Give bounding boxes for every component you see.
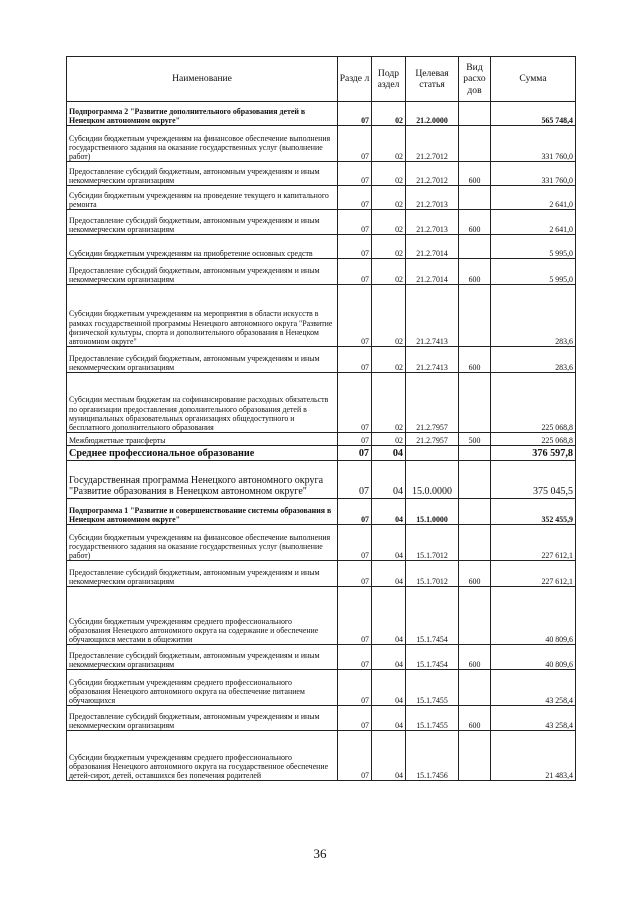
table-row	[67, 525, 576, 561]
row-celevaya-statya: 21.2.7413	[406, 347, 459, 373]
row-summa: 2 641,0	[491, 186, 576, 210]
row-summa: 225 068,8	[491, 433, 576, 446]
row-razdel: 07	[338, 446, 372, 461]
row-podrazdel: 04	[372, 670, 406, 706]
row-podrazdel: 04	[372, 706, 406, 731]
row-celevaya-statya: 21.2.7012	[406, 162, 459, 186]
table-row	[67, 210, 576, 235]
row-name: Субсидии бюджетным учреждениям среднего профессионального образования Ненецкого автономного округа на государственное обеспечение детей-сирот, детей, оставшихся без попечения родителей	[67, 731, 338, 781]
table-row	[67, 731, 576, 781]
row-razdel: 07	[338, 259, 372, 285]
table-row	[67, 186, 576, 210]
row-summa: 5 995,0	[491, 235, 576, 259]
row-summa: 376 597,8	[491, 446, 576, 461]
table-row	[67, 433, 576, 446]
row-podrazdel: 02	[372, 347, 406, 373]
row-vid-rashodov	[459, 670, 491, 706]
row-podrazdel: 02	[372, 259, 406, 285]
row-name: Предоставление субсидий бюджетным, автономным учреждениям и иным некоммерческим организациям	[67, 259, 338, 285]
table-row	[67, 587, 576, 645]
row-summa: 227 612,1	[491, 525, 576, 561]
row-razdel: 07	[338, 706, 372, 731]
row-celevaya-statya: 15.1.7455	[406, 670, 459, 706]
row-podrazdel: 02	[372, 210, 406, 235]
row-summa: 283,6	[491, 347, 576, 373]
row-name: Субсидии бюджетным учреждениям на мероприятия в области искусств в рамках государственной программы Ненецкого автономного округа "Развитие физической культуры, спорта и дополнительного образования в Ненецком автономном округе"	[67, 285, 338, 347]
row-summa: 5 995,0	[491, 259, 576, 285]
row-celevaya-statya: 15.1.7012	[406, 525, 459, 561]
row-celevaya-statya: 21.2.0000	[406, 102, 459, 126]
row-celevaya-statya: 21.2.7014	[406, 235, 459, 259]
page-number: 36	[313, 846, 327, 861]
table-row	[67, 561, 576, 587]
row-vid-rashodov	[459, 525, 491, 561]
row-name: Государственная программа Ненецкого автономного округа "Развитие образования в Ненецком автономном округе"	[67, 461, 338, 499]
row-razdel: 07	[338, 126, 372, 162]
row-name: Предоставление субсидий бюджетным, автономным учреждениям и иным некоммерческим организациям	[67, 210, 338, 235]
table-header-row	[67, 57, 576, 102]
row-razdel: 07	[338, 499, 372, 525]
table-row	[67, 102, 576, 126]
table-row	[67, 706, 576, 731]
row-vid-rashodov	[459, 186, 491, 210]
row-summa: 565 748,4	[491, 102, 576, 126]
row-razdel: 07	[338, 285, 372, 347]
row-podrazdel: 02	[372, 126, 406, 162]
row-vid-rashodov: 600	[459, 162, 491, 186]
row-vid-rashodov	[459, 461, 491, 499]
table-row	[67, 670, 576, 706]
table-row	[67, 347, 576, 373]
row-name: Предоставление субсидий бюджетным, автономным учреждениям и иным некоммерческим организациям	[67, 162, 338, 186]
header-celevaya-statya: Целевая статья	[406, 57, 459, 102]
row-vid-rashodov: 600	[459, 645, 491, 670]
row-razdel: 07	[338, 670, 372, 706]
table-row	[67, 285, 576, 347]
row-name: Субсидии бюджетным учреждениям на финансовое обеспечение выполнения государственного задания на оказание государственных услуг (выполнение работ)	[67, 525, 338, 561]
row-podrazdel: 04	[372, 525, 406, 561]
row-razdel: 07	[338, 186, 372, 210]
row-summa: 227 612,1	[491, 561, 576, 587]
row-podrazdel: 02	[372, 285, 406, 347]
row-vid-rashodov: 600	[459, 347, 491, 373]
row-name: Подпрограмма 2 "Развитие дополнительного образования детей в Ненецком автономном округе"	[67, 102, 338, 126]
table-row	[67, 499, 576, 525]
row-name: Субсидии бюджетным учреждениям на проведение текущего и капитального ремонта	[67, 186, 338, 210]
row-name: Подпрограмма 1 "Развитие и совершенствование системы образования в Ненецком автономном округе"	[67, 499, 338, 525]
row-vid-rashodov	[459, 587, 491, 645]
table-body	[67, 102, 576, 781]
row-vid-rashodov: 600	[459, 706, 491, 731]
row-summa: 331 760,0	[491, 126, 576, 162]
row-summa: 225 068,8	[491, 373, 576, 433]
row-summa: 2 641,0	[491, 210, 576, 235]
table-row	[67, 446, 576, 461]
row-razdel: 07	[338, 102, 372, 126]
row-celevaya-statya	[406, 446, 459, 461]
table-row	[67, 235, 576, 259]
row-razdel: 07	[338, 587, 372, 645]
row-celevaya-statya: 15.1.7456	[406, 731, 459, 781]
row-razdel: 07	[338, 433, 372, 446]
row-razdel: 07	[338, 210, 372, 235]
row-celevaya-statya: 15.0.0000	[406, 461, 459, 499]
budget-table	[66, 56, 576, 781]
row-vid-rashodov	[459, 126, 491, 162]
row-podrazdel: 04	[372, 587, 406, 645]
row-celevaya-statya: 21.2.7957	[406, 433, 459, 446]
row-celevaya-statya: 21.2.7413	[406, 285, 459, 347]
row-vid-rashodov	[459, 102, 491, 126]
row-razdel: 07	[338, 461, 372, 499]
table-row	[67, 162, 576, 186]
row-podrazdel: 02	[372, 102, 406, 126]
row-celevaya-statya: 15.1.7454	[406, 587, 459, 645]
header-naimenovanie: Наименование	[67, 57, 338, 102]
row-podrazdel: 02	[372, 235, 406, 259]
row-summa: 375 045,5	[491, 461, 576, 499]
row-vid-rashodov	[459, 731, 491, 781]
row-celevaya-statya: 15.1.7012	[406, 561, 459, 587]
row-podrazdel: 04	[372, 645, 406, 670]
row-name: Предоставление субсидий бюджетным, автономным учреждениям и иным некоммерческим организациям	[67, 347, 338, 373]
table-row	[67, 373, 576, 433]
row-podrazdel: 02	[372, 373, 406, 433]
row-razdel: 07	[338, 373, 372, 433]
header-summa: Сумма	[491, 57, 576, 102]
row-vid-rashodov	[459, 235, 491, 259]
row-summa: 40 809,6	[491, 587, 576, 645]
row-razdel: 07	[338, 235, 372, 259]
row-celevaya-statya: 15.1.7455	[406, 706, 459, 731]
row-podrazdel: 02	[372, 162, 406, 186]
row-razdel: 07	[338, 645, 372, 670]
row-summa: 43 258,4	[491, 706, 576, 731]
row-summa: 43 258,4	[491, 670, 576, 706]
row-celevaya-statya: 21.2.7013	[406, 186, 459, 210]
row-razdel: 07	[338, 731, 372, 781]
row-podrazdel: 04	[372, 499, 406, 525]
row-name: Среднее профессиональное образование	[67, 446, 338, 461]
row-name: Субсидии бюджетным учреждениям среднего профессионального образования Ненецкого автономного округа на обеспечение питанием обучающихся	[67, 670, 338, 706]
row-vid-rashodov	[459, 373, 491, 433]
row-celevaya-statya: 15.1.7454	[406, 645, 459, 670]
row-name: Субсидии бюджетным учреждениям на приобретение основных средств	[67, 235, 338, 259]
row-vid-rashodov	[459, 446, 491, 461]
row-name: Субсидии местным бюджетам на софинансирование расходных обязательств по организации предоставления дополнительного образования детей в муниципальных образовательных организациях общедоступного и бесплатного дополнительного образования	[67, 373, 338, 433]
header-razdel: Разде л	[338, 57, 372, 102]
row-summa: 283,6	[491, 285, 576, 347]
row-celevaya-statya: 21.2.7014	[406, 259, 459, 285]
row-razdel: 07	[338, 347, 372, 373]
row-razdel: 07	[338, 162, 372, 186]
row-podrazdel: 04	[372, 561, 406, 587]
row-name: Субсидии бюджетным учреждениям среднего профессионального образования Ненецкого автономного округа на содержание и обеспечение обучающихся местами в общежитии	[67, 587, 338, 645]
row-podrazdel: 02	[372, 186, 406, 210]
row-vid-rashodov: 600	[459, 210, 491, 235]
row-vid-rashodov	[459, 285, 491, 347]
table-row	[67, 259, 576, 285]
header-podrazdel: Подр аздел	[372, 57, 406, 102]
row-celevaya-statya: 21.2.7012	[406, 126, 459, 162]
row-celevaya-statya: 21.2.7013	[406, 210, 459, 235]
row-name: Предоставление субсидий бюджетным, автономным учреждениям и иным некоммерческим организациям	[67, 645, 338, 670]
row-vid-rashodov	[459, 499, 491, 525]
table-row	[67, 645, 576, 670]
table-row	[67, 461, 576, 499]
row-razdel: 07	[338, 525, 372, 561]
row-vid-rashodov: 600	[459, 259, 491, 285]
row-summa: 40 809,6	[491, 645, 576, 670]
row-summa: 331 760,0	[491, 162, 576, 186]
header-vid-rashodov: Вид расхо дов	[459, 57, 491, 102]
row-podrazdel: 04	[372, 446, 406, 461]
row-summa: 352 455,9	[491, 499, 576, 525]
row-podrazdel: 04	[372, 731, 406, 781]
row-vid-rashodov: 500	[459, 433, 491, 446]
row-celevaya-statya: 15.1.0000	[406, 499, 459, 525]
row-summa: 21 483,4	[491, 731, 576, 781]
table-row	[67, 126, 576, 162]
row-celevaya-statya: 21.2.7957	[406, 373, 459, 433]
row-vid-rashodov: 600	[459, 561, 491, 587]
row-name: Предоставление субсидий бюджетным, автономным учреждениям и иным некоммерческим организациям	[67, 561, 338, 587]
row-name: Межбюджетные трансферты	[67, 433, 338, 446]
row-name: Предоставление субсидий бюджетным, автономным учреждениям и иным некоммерческим организациям	[67, 706, 338, 731]
row-podrazdel: 04	[372, 461, 406, 499]
row-name: Субсидии бюджетным учреждениям на финансовое обеспечение выполнения государственного задания на оказание государственных услуг (выполнение работ)	[67, 126, 338, 162]
row-razdel: 07	[338, 561, 372, 587]
row-podrazdel: 02	[372, 433, 406, 446]
